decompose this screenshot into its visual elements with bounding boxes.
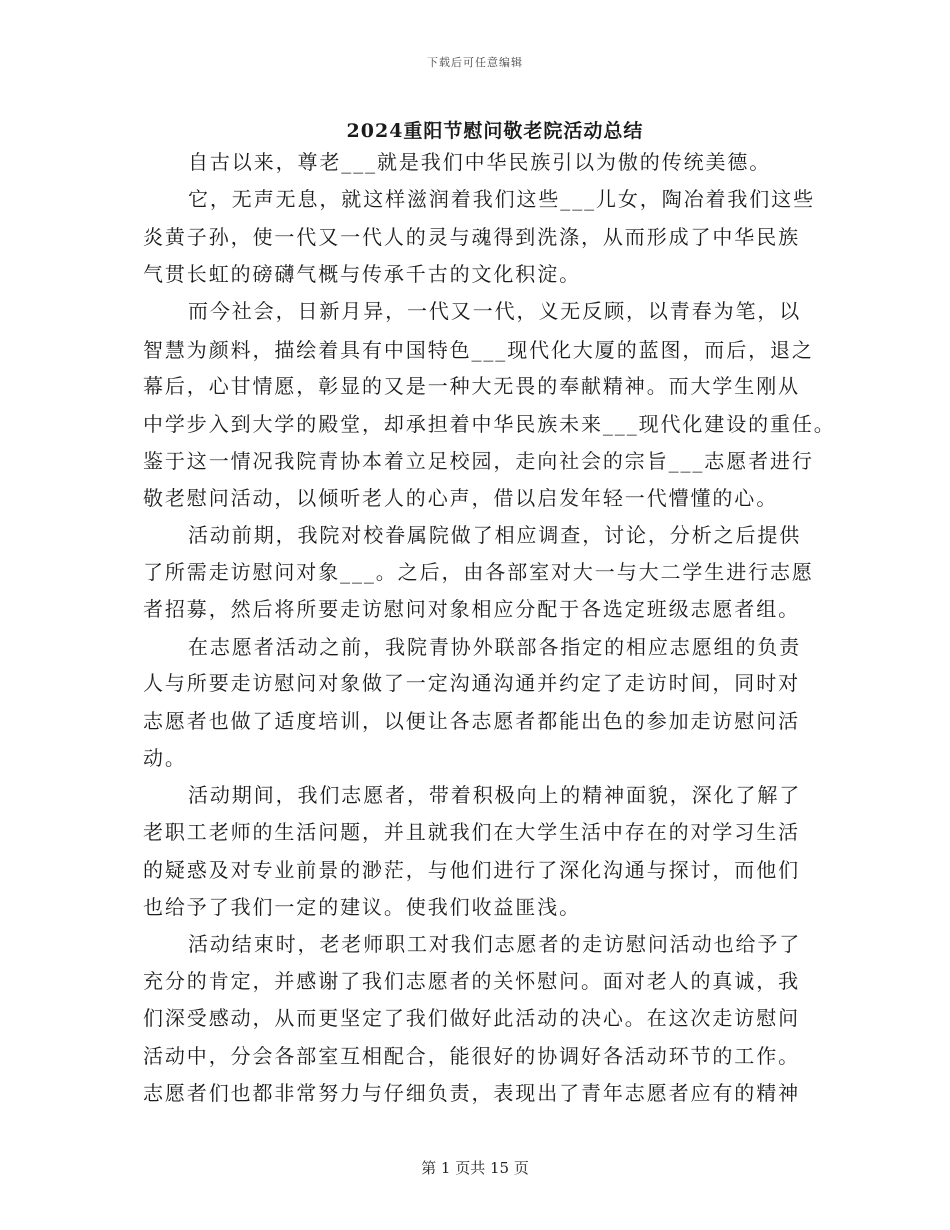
header-note: 下载后可任意编辑 <box>427 56 523 69</box>
body-line: 在志愿者活动之前，我院青协外联部各指定的相应志愿组的负责 <box>188 635 802 659</box>
body-line: 者招募，然后将所要走访慰问对象相应分配于各选定班级志愿者组。 <box>143 597 800 621</box>
body-line: 也给予了我们一定的建议。使我们收益匪浅。 <box>143 895 581 919</box>
body-line: 气贯长虹的磅礴气概与传承千古的文化积淀。 <box>143 262 581 286</box>
body-line: 自古以来，尊老___就是我们中华民族引以为傲的传统美德。 <box>188 150 772 174</box>
body-line: 的疑惑及对专业前景的渺茫，与他们进行了深化沟通与探讨，而他们 <box>143 858 800 882</box>
body-line: 鉴于这一情况我院青协本着立足校园，走向社会的宗旨___志愿者进行 <box>143 449 814 473</box>
body-line: 动。 <box>143 746 187 770</box>
body-line: 活动前期，我院对校眷属院做了相应调查，讨论，分析之后提供 <box>188 523 802 547</box>
body-line: 老职工老师的生活问题，并且就我们在大学生活中存在的对学习生活 <box>143 820 800 844</box>
body-line: 志愿者们也都非常努力与仔细负责，表现出了青年志愿者应有的精神 <box>143 1081 800 1105</box>
body-line: 智慧为颜料，描绘着具有中国特色___现代化大厦的蓝图，而后，退之 <box>143 338 814 362</box>
page-footer: 第 1 页共 15 页 <box>421 1159 529 1177</box>
body-line: 它，无声无息，就这样滋润着我们这些___儿女，陶冶着我们这些 <box>188 187 815 211</box>
body-line: 炎黄子孙，使一代又一代人的灵与魂得到洗涤，从而形成了中华民族 <box>143 225 800 249</box>
body-line: 志愿者也做了适度培训，以便让各志愿者都能出色的参加走访慰问活 <box>143 709 800 733</box>
body-line: 们深受感动，从而更坚定了我们做好此活动的决心。在这次走访慰问 <box>143 1006 800 1030</box>
body-line: 活动中，分会各部室互相配合，能很好的协调好各活动环节的工作。 <box>143 1044 800 1068</box>
body-line: 中学步入到大学的殿堂，却承担着中华民族未来___现代化建设的重任。 <box>143 412 836 436</box>
body-line: 人与所要走访慰问对象做了一定沟通沟通并约定了走访时间，同时对 <box>143 671 800 695</box>
body-line: 了所需走访慰问对象___。之后，由各部室对大一与大二学生进行志愿 <box>143 560 814 584</box>
body-line: 充分的肯定，并感谢了我们志愿者的关怀慰问。面对老人的真诚，我 <box>143 969 800 993</box>
body-line: 幕后，心甘情愿，彰显的又是一种大无畏的奉献精神。而大学生刚从 <box>143 374 800 398</box>
body-line: 活动期间，我们志愿者，带着积极向上的精神面貌，深化了解了 <box>188 783 802 807</box>
document-title: 2024重阳节慰问敬老院活动总结 <box>346 120 644 142</box>
body-line: 而今社会，日新月异，一代又一代，义无反顾，以青春为笔，以 <box>188 299 802 323</box>
body-line: 敬老慰问活动，以倾听老人的心声，借以启发年轻一代懵懂的心。 <box>143 486 779 510</box>
body-line: 活动结束时，老老师职工对我们志愿者的走访慰问活动也给予了 <box>188 932 802 956</box>
